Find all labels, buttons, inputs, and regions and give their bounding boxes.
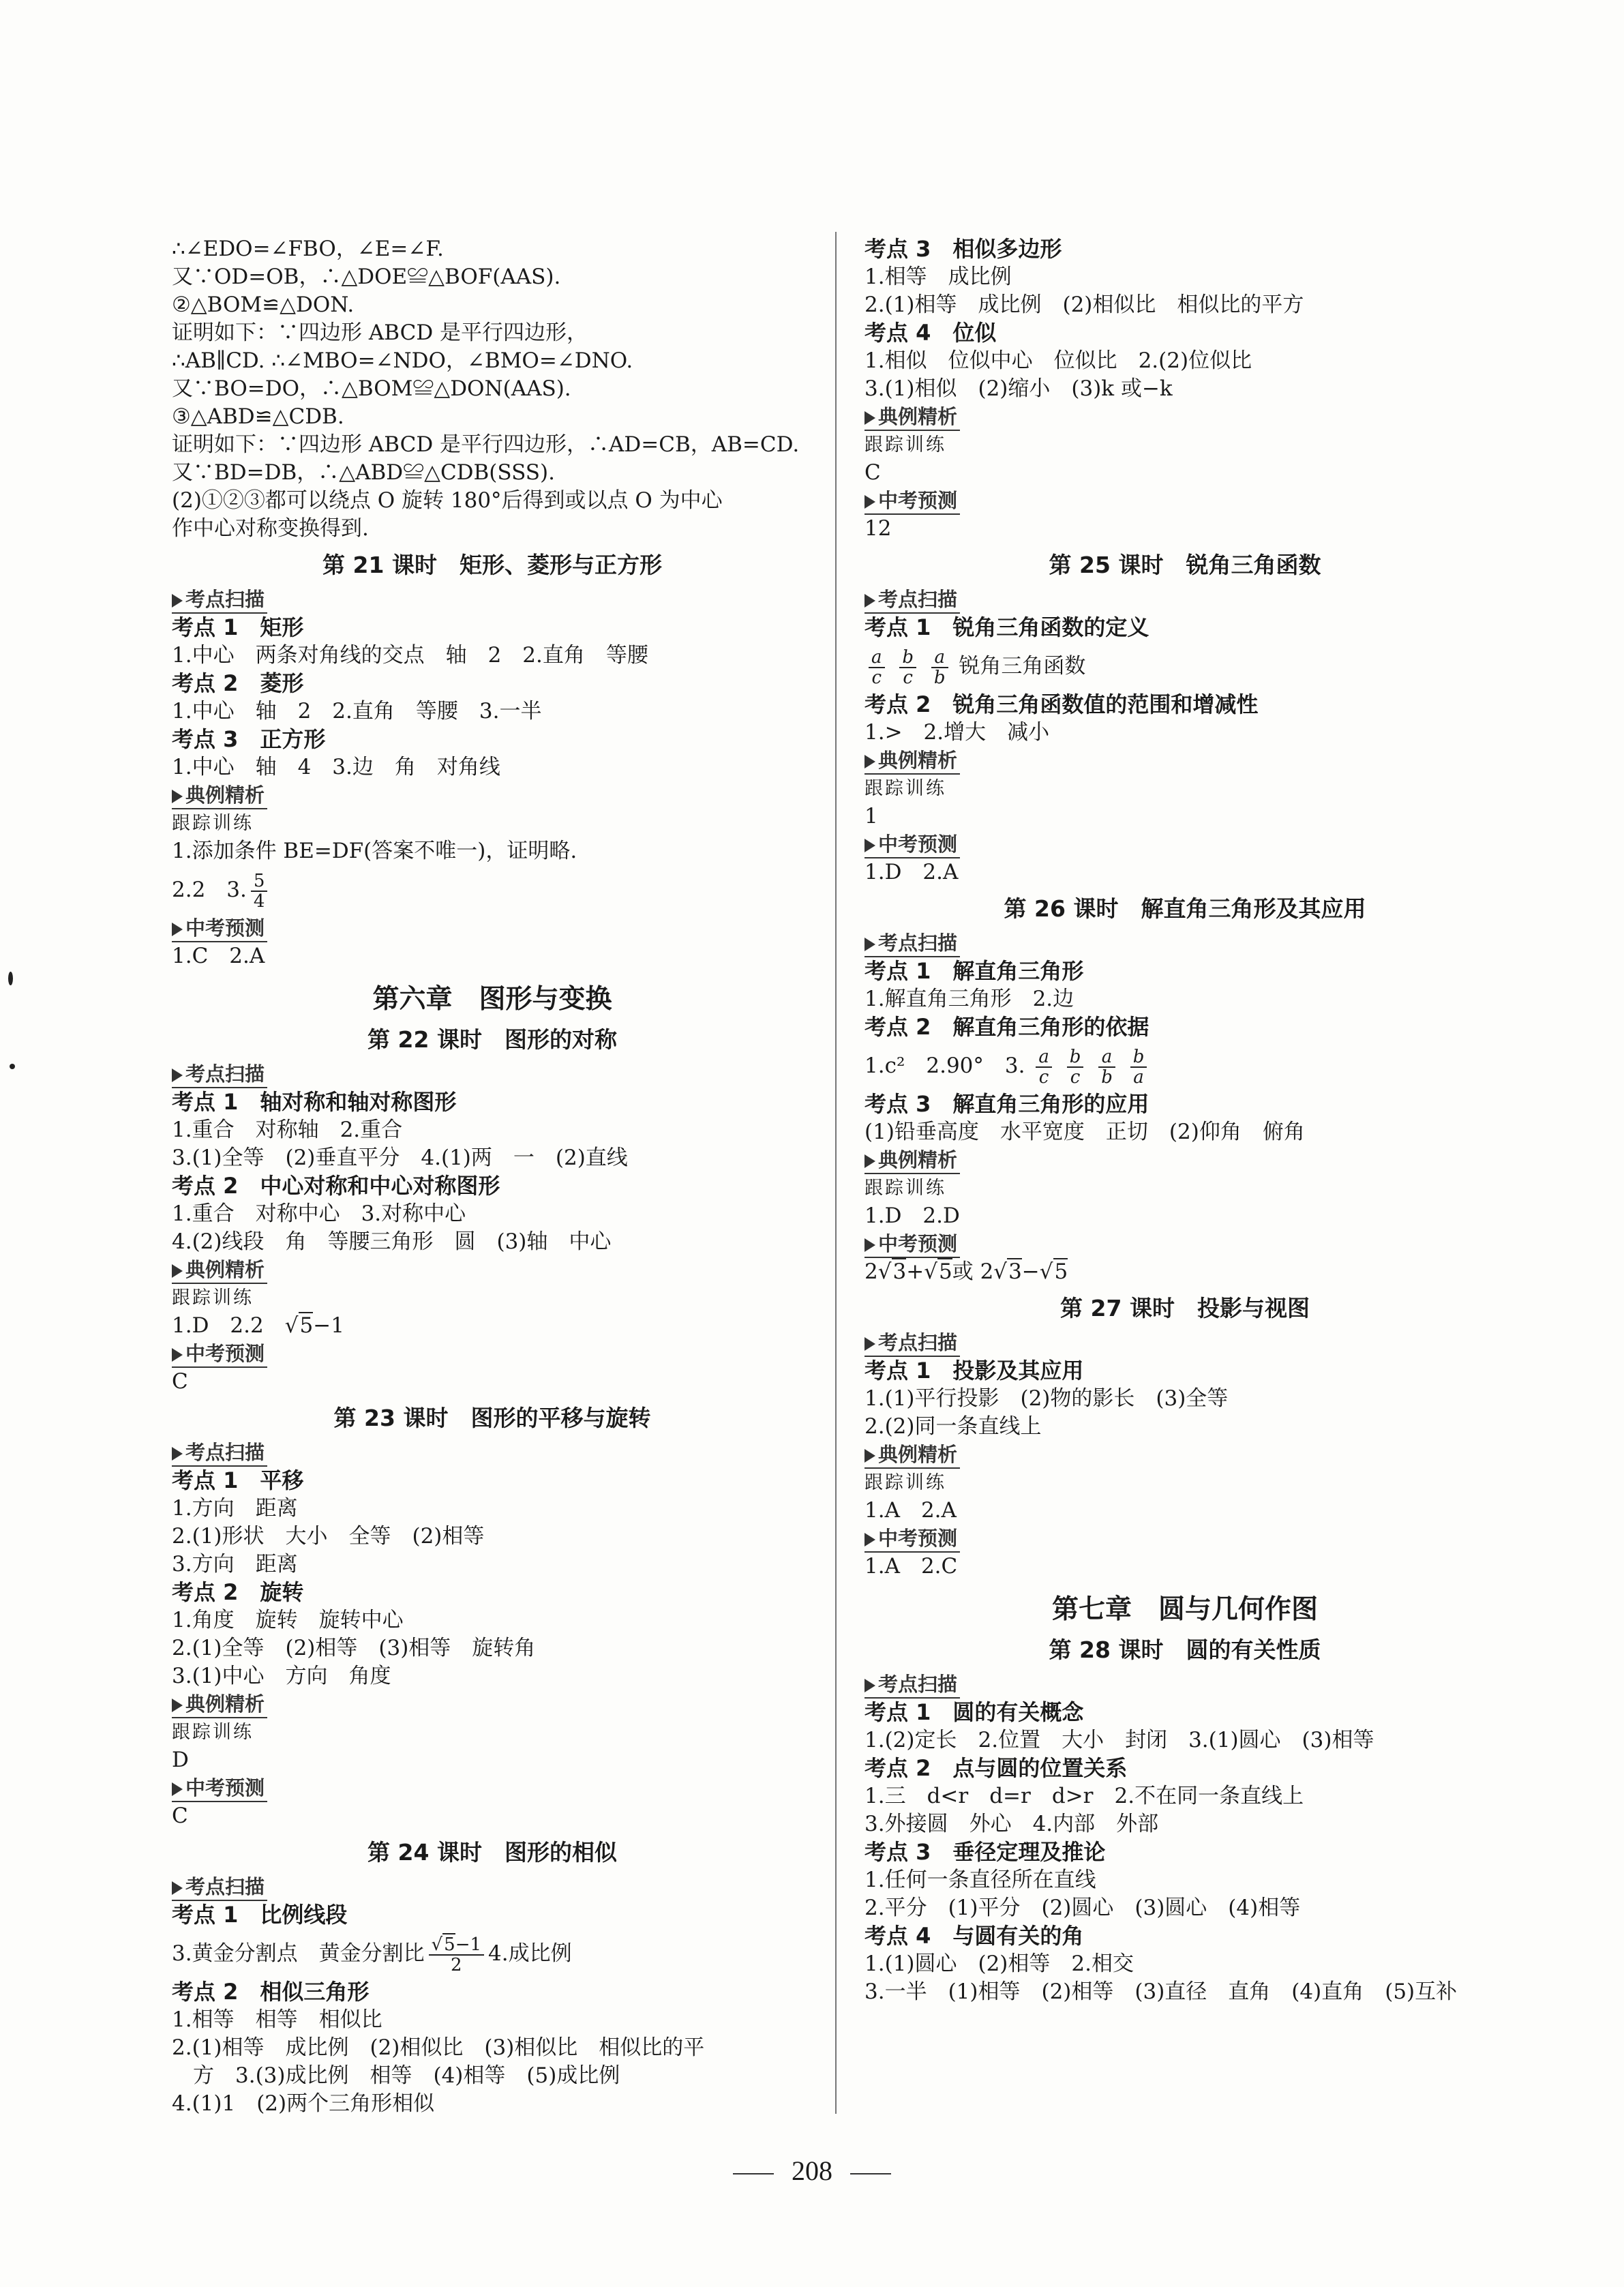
text-line: 方 3.(3)成比例 相等 (4)相等 (5)成比例 [172,2063,620,2088]
point-heading: 考点 1 投影及其应用 [864,1358,1084,1384]
lesson-title: 第 28 课时 圆的有关性质 [1049,1636,1321,1663]
triangle-icon [864,1337,875,1351]
text-line: 1.c² 2.90° 3. $\frac{a}{c}$ $\frac{b}{c}$ $\frac{a}{b}$ $\frac{b}{a}$ [864,1041,1505,1090]
fraction: $\frac{a}{c}$ [869,648,885,687]
sub-heading: 跟踪训练 [172,1722,254,1743]
text-line: 1.D 2.D [864,1204,960,1228]
text-line: 1.A 2.A [864,1498,957,1523]
text-line: (2)①②③都可以绕点 O 旋转 180°后得到或以点 O 为中心 [172,488,723,513]
triangle-icon [172,1782,183,1796]
text-line: 1.中心 两条对角线的交点 轴 2 2.直角 等腰 [172,643,648,668]
text-line: 3.外接圆 外心 4.内部 外部 [864,1812,1159,1836]
text-line: 3.一半 (1)相等 (2)相等 (3)直径 直角 (4)直角 (5)互补 [864,1979,1458,2004]
text-line: ②△BOM≌△DON. [172,293,355,317]
point-heading: 考点 1 轴对称和轴对称图形 [172,1089,457,1115]
text-line: 又∵BD=DB，∴△ABD≌△CDB(SSS). [172,460,555,485]
text-line: 3.(1)相似 (2)缩小 (3)k 或−k [864,376,1173,401]
section-banner: 考点扫描 [864,1671,1505,1699]
text-line: 2.(1)相等 成比例 (2)相似比 (3)相似比 相似比的平 [172,2035,705,2060]
section-banner: 中考预测 [172,1340,813,1368]
column-divider [835,232,837,2114]
fraction: $\frac{b}{a}$ [1130,1047,1147,1087]
text-line: 1.角度 旋转 旋转中心 [172,1608,404,1632]
point-heading: 考点 1 圆的有关概念 [864,1699,1084,1725]
text-line: 1 [864,804,878,828]
text-line: 又∵BO=DO，∴△BOM≌△DON(AAS). [172,376,571,401]
text-line: 1.任何一条直径所在直线 [864,1868,1096,1892]
text-line: C [172,1804,188,1828]
chapter-title: 第六章 图形与变换 [372,984,612,1015]
sub-heading: 跟踪训练 [864,434,946,455]
text-line: 1.中心 轴 4 3.边 角 对角线 [172,755,500,779]
point-heading: 考点 3 垂径定理及推论 [864,1839,1106,1865]
text-line: 1.(2)定长 2.位置 大小 封闭 3.(1)圆心 (3)相等 [864,1728,1374,1752]
text-line: 1.A 2.C [864,1554,958,1579]
lesson-title: 第 21 课时 矩形、菱形与正方形 [322,552,662,578]
sub-heading: 跟踪训练 [864,1178,946,1199]
lesson-title: 第 26 课时 解直角三角形及其应用 [1004,895,1366,922]
text-line: 3.黄金分割点 黄金分割比 $\frac{√5-1}{2}$ 4.成比例 [172,1934,572,1975]
text-line: 1.相等 相等 相似比 [172,2007,382,2032]
chapter-title: 第七章 圆与几何作图 [1051,1594,1318,1625]
left-column [172,235,813,2118]
lesson-title: 第 25 课时 锐角三角函数 [1049,552,1321,578]
text-line: 1.D 2.2 √5−1 [172,1313,344,1338]
scan-speck [10,1064,15,1069]
section-banner: 中考预测 [864,1230,1505,1258]
triangle-icon [864,594,875,608]
section-banner: 中考预测 [864,487,1505,515]
point-heading: 考点 2 锐角三角函数值的范围和增减性 [864,691,1259,717]
text-line: ∴∠EDO=∠FBO，∠E=∠F. [172,237,444,261]
section-banner: 中考预测 [864,1525,1505,1553]
point-heading: 考点 2 旋转 [172,1579,304,1605]
section-banner: 典例精析 [864,1146,1505,1174]
point-heading: 考点 3 相似多边形 [864,236,1062,262]
section-banner: 考点扫描 [864,586,1505,614]
section-banner: 考点扫描 [864,929,1505,957]
triangle-icon [864,1238,875,1252]
fraction: $\frac{5}{4}$ [251,871,268,911]
point-heading: 考点 2 菱形 [172,670,304,696]
triangle-icon [864,755,875,768]
text-line: 1.解直角三角形 2.边 [864,987,1074,1011]
section-banner: 典例精析 [864,747,1505,775]
triangle-icon [172,923,183,936]
text-line: 1.(1)平行投影 (2)物的影长 (3)全等 [864,1386,1229,1411]
point-heading: 考点 1 矩形 [172,614,304,640]
point-heading: 考点 2 解直角三角形的依据 [864,1014,1149,1040]
text-line: 3.方向 距离 [172,1552,298,1576]
text-line: 2.2 3. $\frac{5}{4}$ [172,865,813,914]
lesson-title: 第 23 课时 图形的平移与旋转 [333,1405,651,1431]
text-line: 1.(1)圆心 (2)相等 2.相交 [864,1952,1134,1976]
point-heading: 考点 2 中心对称和中心对称图形 [172,1173,500,1199]
text-line: 2√3+√5或 2√3−√5 [864,1259,1068,1284]
text-line: D [172,1748,189,1772]
text-line: 4.(1)1 (2)两个三角形相似 [172,2091,435,2116]
section-banner: 考点扫描 [172,1873,813,1901]
triangle-icon [172,594,183,608]
text-line: 2.(1)相等 成比例 (2)相似比 相似比的平方 [864,293,1304,317]
text-line: 1.C 2.A [172,944,265,968]
sub-heading: 跟踪训练 [172,813,254,834]
lesson-title: 第 24 课时 图形的相似 [367,1839,617,1866]
right-column [864,235,1505,2006]
page-number [0,2155,1624,2187]
text-line: 1.方向 距离 [172,1496,298,1521]
fraction: $\frac{b}{c}$ [1067,1047,1084,1087]
section-banner: 典例精析 [864,1441,1505,1469]
text-line: 2.(1)形状 大小 全等 (2)相等 [172,1524,485,1549]
point-heading: 考点 4 与圆有关的角 [864,1923,1084,1949]
section-banner: 中考预测 [172,914,813,942]
text-line: 1.三 d<r d=r d>r 2.不在同一条直线上 [864,1784,1304,1808]
page-number-text: 208 [792,2155,832,2186]
triangle-icon [864,1679,875,1692]
text-line: C [172,1369,188,1394]
triangle-icon [172,1348,183,1362]
text-line: 证明如下：∵四边形 ABCD 是平行四边形， [172,320,588,345]
section-banner: 中考预测 [172,1774,813,1802]
triangle-icon [864,495,875,509]
text-line: 2.平分 (1)平分 (2)圆心 (3)圆心 (4)相等 [864,1896,1301,1920]
triangle-icon [864,1449,875,1463]
sub-heading: 跟踪训练 [172,1287,254,1309]
dash-right [850,2173,891,2174]
point-heading: 考点 1 锐角三角函数的定义 [864,614,1149,640]
scan-speck [8,972,13,985]
lesson-title: 第 27 课时 投影与视图 [1060,1295,1310,1321]
section-banner: 典例精析 [172,1256,813,1284]
section-banner: 考点扫描 [172,1439,813,1467]
section-banner: 典例精析 [172,781,813,809]
fraction: $\frac{b}{c}$ [899,648,916,687]
text-line: 作中心对称变换得到. [172,516,369,541]
triangle-icon [172,790,183,803]
point-heading: 考点 1 平移 [172,1467,304,1493]
text-line: (1)铅垂高度 水平宽度 正切 (2)仰角 俯角 [864,1120,1305,1144]
text-line: ③△ABD≌△CDB. [172,404,344,429]
triangle-icon [864,839,875,852]
triangle-icon [172,1699,183,1712]
text-line: 证明如下：∵四边形 ABCD 是平行四边形，∴AD=CB，AB=CD. [172,432,800,457]
triangle-icon [172,1447,183,1461]
text-line: 1.相等 成比例 [864,265,1012,289]
point-heading: 考点 1 解直角三角形 [864,958,1084,984]
text-line: C [864,460,881,485]
triangle-icon [864,1154,875,1168]
fraction: $\frac{√5-1}{2}$ [429,1935,484,1975]
point-heading: 考点 1 比例线段 [172,1902,348,1928]
text-line: 1.重合 对称中心 3.对称中心 [172,1201,466,1226]
text-line: 2.(2)同一条直线上 [864,1414,1042,1439]
sub-heading: 跟踪训练 [864,778,946,799]
point-heading: 考点 2 点与圆的位置关系 [864,1755,1128,1781]
section-banner: 考点扫描 [864,1329,1505,1357]
triangle-icon [172,1881,183,1895]
fraction: $\frac{a}{c}$ [1036,1047,1052,1087]
triangle-icon [864,411,875,425]
text-line: 1.添加条件 BE=DF(答案不唯一)，证明略. [172,839,577,863]
section-banner: 考点扫描 [172,586,813,614]
section-banner: 典例精析 [864,403,1505,431]
text-line: 4.(2)线段 角 等腰三角形 圆 (3)轴 中心 [172,1229,612,1254]
text-line: 1.> 2.增大 减小 [864,720,1050,745]
text-line: 3.(1)中心 方向 角度 [172,1664,391,1688]
triangle-icon [864,1533,875,1546]
text-line: 12 [864,516,892,541]
lesson-title: 第 22 课时 图形的对称 [367,1026,617,1053]
text-line: 1.相似 位似中心 位似比 2.(2)位似比 [864,348,1252,373]
text-line: ∴AB∥CD. ∴∠MBO=∠NDO，∠BMO=∠DNO. [172,348,633,373]
text-line: 1.中心 轴 2 2.直角 等腰 3.一半 [172,699,542,723]
point-heading: 考点 4 位似 [864,320,997,346]
fraction: $\frac{a}{b}$ [931,648,948,687]
point-heading: 考点 3 正方形 [172,726,326,752]
text-line: $\frac{a}{c}$ $\frac{b}{c}$ $\frac{a}{b}$ 锐角三角函数 [864,642,1505,691]
section-banner: 中考预测 [864,831,1505,858]
dash-left [733,2173,774,2174]
triangle-icon [864,938,875,951]
section-banner: 典例精析 [172,1690,813,1718]
text-line: 3.(1)全等 (2)垂直平分 4.(1)两 一 (2)直线 [172,1146,628,1170]
triangle-icon [172,1068,183,1082]
sub-heading: 跟踪训练 [864,1472,946,1493]
text-line: 1.重合 对称轴 2.重合 [172,1118,403,1142]
point-heading: 考点 3 解直角三角形的应用 [864,1091,1149,1117]
text-line: 1.D 2.A [864,860,959,884]
fraction: $\frac{a}{b}$ [1098,1047,1115,1087]
point-heading: 考点 2 相似三角形 [172,1979,370,2005]
text-line: 2.(1)全等 (2)相等 (3)相等 旋转角 [172,1636,536,1660]
section-banner: 考点扫描 [172,1060,813,1088]
triangle-icon [172,1264,183,1278]
text-line: 又∵OD=OB，∴△DOE≌△BOF(AAS). [172,265,561,289]
